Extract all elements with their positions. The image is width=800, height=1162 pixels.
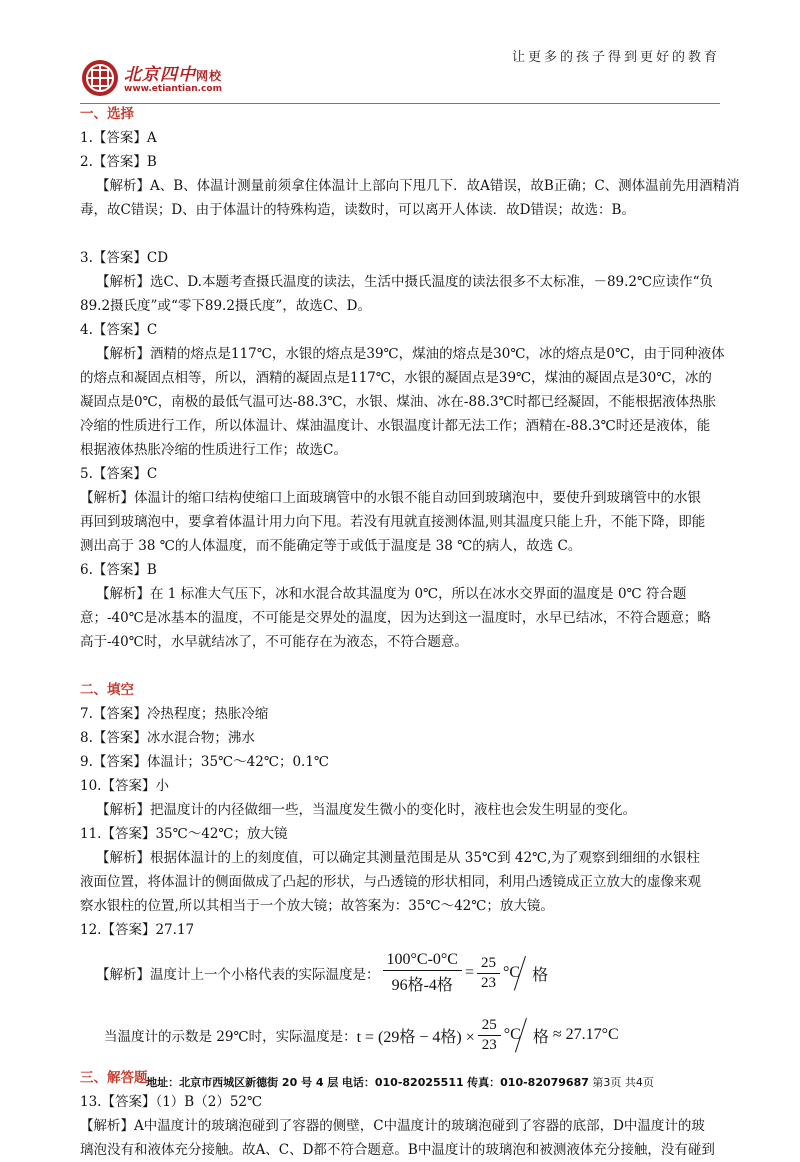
logo-url: www.etiantian.com: [124, 84, 222, 94]
analysis-11-line-2: 液面位置，将体温计的侧面做成了凸起的形状，与凸透镜的形状相同，利用凸透镜成正立放大的虚像来观: [80, 874, 701, 890]
analysis-13-line-1: 【解析】A中温度计的玻璃泡碰到了容器的侧壁，C中温度计的玻璃泡碰到了容器的底部，D中温度计的玻: [80, 1118, 705, 1134]
formula-1-ratio-denominator: 23: [481, 974, 496, 991]
answer-8: 8.【答案】冰水混合物；沸水: [80, 730, 255, 746]
formula-1-ratio: [477, 955, 500, 992]
analysis-12-formula-1: [80, 942, 724, 1004]
page-header: [80, 38, 720, 104]
header-slogan: 让更多的孩子得到更好的教育: [511, 50, 720, 65]
analysis-3-line-2: 89.2摄氏度”或“零下89.2摄氏度”，故选C、D。: [80, 298, 371, 314]
formula-2-ratio: [478, 1017, 501, 1054]
analysis-4-line-4: 冷缩的性质进行工作，所以体温计、煤油温度计、水银温度计都无法工作；酒精在-88.3℃时还是液体，能: [80, 418, 711, 434]
analysis-10: 【解析】把温度计的内径做细一些，当温度发生微小的变化时，液柱也会发生明显的变化。: [96, 802, 636, 818]
formula-2-lead: 当温度计的示数是 29℃时，实际温度是：: [104, 1029, 357, 1045]
formula-1-denominator: 96格-4格: [391, 977, 453, 994]
logo-emblem-icon: [80, 58, 120, 98]
footer-page-number: 第3页 共4页: [592, 1076, 654, 1089]
analysis-11-line-3: 察水银柱的位置,所以其相当于一个放大镜；故答案为：35℃～42℃；放大镜。: [80, 898, 554, 914]
analysis-5-line-2: 再回到玻璃泡中，要拿着体温计用力向下甩。若没有甩就直接测体温,则其温度只能上升，不能下降，即能: [80, 514, 706, 530]
formula-2-unit: °C: [503, 1026, 521, 1043]
footer-address: 地址：北京市西城区新德街 20 号 4 层: [146, 1076, 339, 1089]
answer-12: 12.【答案】27.17: [80, 922, 195, 938]
answer-6: 6.【答案】B: [80, 562, 157, 578]
formula-1-lead: 【解析】温度计上一个小格代表的实际温度是：: [96, 967, 380, 983]
answer-10: 10.【答案】小: [80, 778, 169, 794]
analysis-6-line-2: 意；-40℃是冰基本的温度，不可能是交界处的温度，因为达到这一温度时，水早已结冰，不符合题意；略: [80, 610, 711, 626]
analysis-5-line-1: 【解析】体温计的缩口结构使缩口上面玻璃管中的水银不能自动回到玻璃泡中，要使升到玻璃管中的水银: [80, 490, 701, 506]
formula-2-result: ≈ 27.17°C: [552, 1026, 619, 1043]
answer-13: 13.【答案】（1）B（2）52℃: [80, 1094, 263, 1110]
footer-fax: 传真：010-82079687: [467, 1076, 589, 1089]
footer-phone: 电话：010-82025511: [341, 1076, 464, 1089]
answer-2: 2.【答案】B: [80, 154, 157, 170]
section-heading-solve: 三、解答题: [80, 1070, 148, 1086]
analysis-2-line-1: 【解析】A、B、体温计测量前须拿住体温计上部向下甩几下．故A错误，故B正确；C、测体温前先用酒精消: [96, 178, 740, 194]
formula-2-per: 格: [532, 1028, 549, 1046]
analysis-2-line-2: 毒，故C错误；D、由于体温计的特殊构造，读数时，可以离开人体读．故D错误；故选：B。: [80, 202, 635, 218]
formula-1-equals: =: [464, 964, 474, 981]
answer-3: 3.【答案】CD: [80, 250, 169, 266]
answer-9: 9.【答案】体温计；35℃～42℃；0.1℃: [80, 754, 330, 770]
analysis-6-line-3: 高于-40℃时，水早就结冰了，不可能存在为液态，不符合题意。: [80, 634, 468, 650]
answer-content: [80, 102, 740, 1162]
answer-7: 7.【答案】冷热程度；热胀冷缩: [80, 706, 269, 722]
page-footer: [0, 1074, 800, 1090]
formula-1-unit: °C: [503, 964, 521, 981]
analysis-5-line-3: 测出高于 38 ℃的人体温度，而不能确定等于或低于温度是 38 ℃的病人，故选 C。: [80, 538, 582, 554]
formula-1-slash: [521, 956, 531, 990]
analysis-4-line-5: 根据液体热胀冷缩的性质进行工作；故选C。: [80, 442, 347, 458]
answer-11: 11.【答案】35℃～42℃；放大镜: [80, 826, 288, 842]
analysis-11-line-1: 【解析】根据体温计的上的刻度值，可以确定其测量范围是从 35℃到 42℃,为了观察到细细的水银柱: [96, 850, 700, 866]
answer-5: 5.【答案】C: [80, 466, 158, 482]
formula-2-ratio-numerator: 25: [478, 1017, 501, 1036]
formula-2-expression: t = (29格 − 4格) ×: [356, 1028, 475, 1046]
formula-1-per: 格: [532, 966, 549, 984]
answer-1: 1.【答案】A: [80, 130, 157, 146]
formula-2-ratio-denominator: 23: [481, 1036, 497, 1053]
analysis-4-line-3: 凝固点是0℃，南极的最低气温可达-88.3℃，水银、煤油、冰在-88.3℃时都已经凝固，不能根据液体热胀: [80, 394, 717, 410]
answer-4: 4.【答案】C: [80, 322, 158, 338]
section-heading-fill: 二、填空: [80, 682, 134, 698]
formula-1-ratio-numerator: 25: [477, 955, 500, 974]
analysis-3-line-1: 【解析】选C、D.本题考查摄氏温度的读法，生活中摄氏温度的读法很多不太标准，－89.2℃应读作“负: [96, 274, 714, 290]
analysis-4-line-2: 的熔点和凝固点相等，所以，酒精的凝固点是117℃，水银的凝固点是39℃，煤油的凝固点是30℃，冰的: [80, 370, 712, 386]
school-logo: [80, 58, 260, 102]
analysis-12-formula-2: [80, 1004, 724, 1066]
formula-1-numerator: 100°C-0°C: [383, 951, 462, 971]
analysis-4-line-1: 【解析】酒精的熔点是117℃，水银的熔点是39℃，煤油的熔点是30℃，冰的熔点是0℃，由于同种液体: [96, 346, 725, 362]
analysis-13-line-2: 璃泡没有和液体充分接触。故A、C、D都不符合题意。B中温度计的玻璃泡和被测液体充分接触，没有碰到: [80, 1142, 715, 1158]
section-heading-choice: 一、选择: [80, 106, 134, 122]
analysis-6-line-1: 【解析】在 1 标准大气压下，冰和水混合故其温度为 0℃，所以在冰水交界面的温度是 0℃ 符合题: [96, 586, 687, 602]
formula-1-fraction: [383, 951, 462, 995]
logo-name: 北京四中网校: [124, 65, 223, 85]
formula-2-slash: [522, 1018, 532, 1052]
